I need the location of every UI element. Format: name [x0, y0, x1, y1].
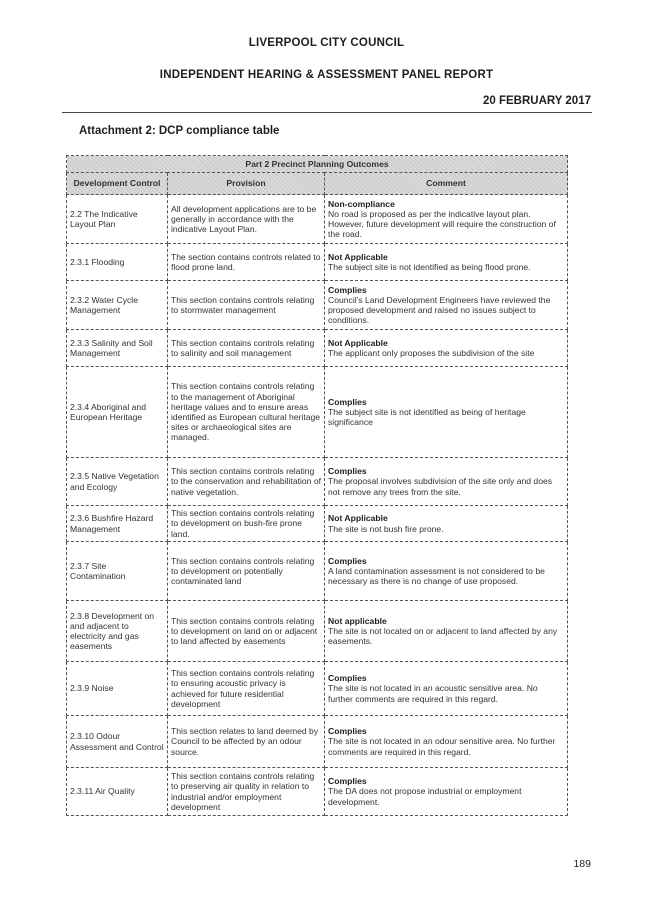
provision-cell: All development applications are to be generally in accordance with the indicative Layout Plan.	[168, 195, 325, 244]
control-cell: 2.3.9 Noise	[67, 662, 168, 716]
table-title: Part 2 Precinct Planning Outcomes	[67, 156, 568, 173]
provision-cell: This section contains controls relating to ensuring acoustic privacy is achieved for future residential development	[168, 662, 325, 716]
comment-cell	[325, 458, 568, 506]
provision-cell: This section contains controls relating to preserving air quality in relation to industrial and/or employment development	[168, 768, 325, 816]
comment-cell	[325, 768, 568, 816]
comment-text: The site is not bush fire prone.	[328, 523, 444, 534]
control-cell: 2.3.7 Site Contamination	[67, 542, 168, 601]
status-badge: Non-compliance	[328, 198, 395, 209]
comment-cell	[325, 195, 568, 244]
comment-text: The applicant only proposes the subdivision of the site	[328, 348, 535, 358]
dcp-compliance-table	[66, 155, 568, 816]
control-cell: 2.3.10 Odour Assessment and Control	[67, 716, 168, 768]
provision-cell: This section relates to land deemed by Council to be affected by an odour source.	[168, 716, 325, 768]
status-badge: Complies	[328, 555, 367, 566]
comment-text: The site is not located on or adjacent to land affected by any easements.	[328, 625, 558, 647]
status-badge: Complies	[328, 466, 367, 477]
table-row	[67, 662, 568, 716]
comment-cell	[325, 542, 568, 601]
provision-cell: This section contains controls relating to the conservation and rehabilitation of native vegetation.	[168, 458, 325, 506]
control-cell: 2.3.4 Aboriginal and European Heritage	[67, 367, 168, 458]
council-name: LIVERPOOL CITY COUNCIL	[248, 37, 405, 49]
table-row	[67, 330, 568, 367]
comment-cell	[325, 601, 568, 662]
status-badge: Complies	[328, 673, 367, 684]
attachment-title: Attachment 2: DCP compliance table	[79, 125, 280, 137]
control-cell: 2.3.11 Air Quality	[67, 768, 168, 816]
status-badge: Not Applicable	[328, 513, 388, 524]
control-cell: 2.3.5 Native Vegetation and Ecology	[67, 458, 168, 506]
provision-cell: This section contains controls relating to development on bush-fire prone land.	[168, 506, 325, 542]
table-row	[67, 458, 568, 506]
status-badge: Complies	[328, 396, 367, 407]
status-badge: Complies	[328, 726, 367, 737]
comment-text: The site is not located in an acoustic sensitive area. No further comments are required in this regard.	[328, 683, 538, 704]
provision-cell: This section contains controls relating to the management of Aboriginal heritage values and to ensure areas identified as European cultural heritage sites or archaeological sites are managed.	[168, 367, 325, 458]
status-badge: Not applicable	[328, 615, 387, 626]
table-row	[67, 367, 568, 458]
table-row	[67, 768, 568, 816]
status-badge: Complies	[328, 284, 367, 295]
comment-cell	[325, 281, 568, 330]
control-cell: 2.3.8 Development on and adjacent to electricity and gas easements	[67, 601, 168, 662]
report-date: 20 FEBRUARY 2017	[482, 95, 591, 107]
page-number: 189	[573, 858, 591, 870]
column-header-comment: Comment	[325, 173, 568, 195]
provision-cell: This section contains controls relating to stormwater management	[168, 281, 325, 330]
column-header-control: Development Control	[67, 173, 168, 195]
control-cell: 2.3.1 Flooding	[67, 244, 168, 281]
control-cell: 2.3.3 Salinity and Soil Management	[67, 330, 168, 367]
control-cell: 2.2 The Indicative Layout Plan	[67, 195, 168, 244]
status-badge: Not Applicable	[328, 251, 388, 262]
comment-text: The DA does not propose industrial or employment development.	[328, 786, 522, 807]
header-rule	[62, 112, 592, 113]
comment-text: Council's Land Development Engineers have reviewed the proposed development and raised no issues subject to conditions.	[328, 294, 551, 326]
table-row	[67, 506, 568, 542]
table-row	[67, 601, 568, 662]
status-badge: Not Applicable	[328, 337, 388, 348]
column-header-provision: Provision	[168, 173, 325, 195]
comment-cell	[325, 367, 568, 458]
comment-text: No road is proposed as per the indicative layout plan. However, future development will require the construction of the road.	[328, 208, 556, 240]
table-row	[67, 281, 568, 330]
table-row	[67, 195, 568, 244]
provision-cell: The section contains controls related to flood prone land.	[168, 244, 325, 281]
comment-text: The subject site is not identified as being of heritage significance	[328, 406, 526, 428]
control-cell: 2.3.6 Bushfire Hazard Management	[67, 506, 168, 542]
table-row	[67, 244, 568, 281]
comment-text: The proposal involves subdivision of the site only and does not remove any trees from the site.	[328, 476, 553, 497]
report-title: INDEPENDENT HEARING & ASSESSMENT PANEL REPORT	[159, 69, 494, 81]
status-badge: Complies	[328, 776, 367, 787]
provision-cell: This section contains controls relating to salinity and soil management	[168, 330, 325, 367]
comment-cell	[325, 244, 568, 281]
comment-cell	[325, 716, 568, 768]
control-cell: 2.3.2 Water Cycle Management	[67, 281, 168, 330]
comment-cell	[325, 330, 568, 367]
table-row	[67, 542, 568, 601]
comment-text: The site is not located in an odour sensitive area. No further comments are required in this regard.	[328, 736, 556, 757]
comment-cell	[325, 662, 568, 716]
comment-cell	[325, 506, 568, 542]
comment-text: The subject site is not identified as being flood prone.	[328, 262, 531, 272]
table-row	[67, 716, 568, 768]
provision-cell: This section contains controls relating to development on potentially contaminated land	[168, 542, 325, 601]
provision-cell: This section contains controls relating to development on land on or adjacent to land affected by easements	[168, 601, 325, 662]
comment-text: A land contamination assessment is not considered to be necessary as there is no change of use proposed.	[328, 565, 545, 587]
